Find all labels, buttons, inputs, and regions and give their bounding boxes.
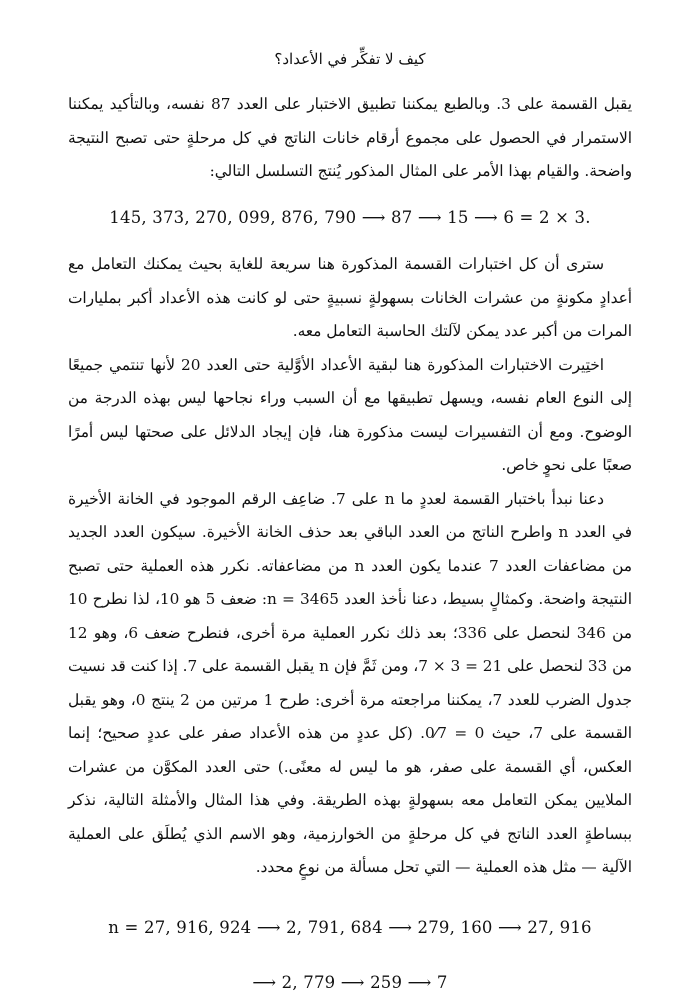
equation-digit-sum-chain: 145, 373, 270, 099, 876, 790 ⟶ 87 ⟶ 15 ⟶ 6 = 2 × 3. <box>109 207 591 227</box>
equation-div7-chain-line1: n = 27, 916, 924 ⟶ 2, 791, 684 ⟶ 279, 160 ⟶ 27, 916 <box>108 917 592 937</box>
paragraph-speed: سترى أن كل اختبارات القسمة المذكورة هنا سريعة للغاية بحيث يمكنك التعامل مع أعدادٍ مكونةٍ من عشرات الخانات بسهولةٍ نسبيةٍ حتى لو كانت هذه الأعداد أكبر بمليارات المرات من أكبر عدد يمكن لآلتك الحاسبة التعامل معه. <box>68 255 632 340</box>
paragraph-digit-sum: يقبل القسمة على 3. وبالطبع يمكننا تطبيق الاختبار على العدد 87 نفسه، وبالتأكيد يمكننا الاستمرار في الحصول على مجموع أرقام خانات الناتج في كل مرحلةٍ حتى تصبح النتيجة واضحة. والقيام بهذا الأمر على المثال المذكور يُنتج التسلسل التالي: <box>68 95 632 180</box>
running-title: كيف لا تفكِّر في الأعداد؟ <box>274 50 426 68</box>
page-body <box>68 88 632 1000</box>
equation-div7-chain-line2: ⟶ 2, 779 ⟶ 259 ⟶ 7 <box>252 973 448 992</box>
paragraph-divisibility-by-7: دعنا نبدأ باختبار القسمة لعددٍ ما n على 7. ضاعِف الرقم الموجود في الخانة الأخيرة في العدد n واطرح الناتج من العدد الباقي بعد حذف الخانة الأخيرة. سيكون العدد الجديد من مضاعفات العدد 7 عندما يكون العدد n من مضاعفاته. نكرر هذه العملية حتى تصبح النتيجة واضحة. وكمثالٍ بسيط، دعنا نأخذ العدد n = 3465: ضعف 5 هو 10، لذا نطرح 10 من 346 لنحصل على 336؛ بعد ذلك نكرر العملية مرة أخرى، فنطرح ضعف 6، وهو 12 من 33 لنحصل على 21 = 3 × 7، ومن ثَمَّ فإن n يقبل القسمة على 7. إذا كنت قد نسيت جدول الضرب للعدد 7، يمكننا مراجعته مرة أخرى: طرح 1 مرتين من 2 ينتج 0، وهو يقبل القسمة على 7، حيث 0 = 0⁄7. (كل عددٍ من هذه الأعداد صفر على عددٍ صحيح؛ إنما العكس، أي القسمة على صفر، هو ما ليس له معنًى.) حتى العدد المكوَّن من عشرات الملايين يمكن التعامل معه بسهولةٍ بهذه الطريقة. وفي هذا المثال والأمثلة التالية، نذكر ببساطةٍ العدد الناتج في كل مرحلةٍ من الخوارزمية، وهو الاسم الذي يُطلَق على العملية الآلية — مثل هذه العملية — التي تحل مسألة من نوعٍ محدد. <box>68 489 633 876</box>
paragraph-primes: اختِيرت الاختبارات المذكورة هنا لبقية الأعداد الأوَّلية حتى العدد 20 لأنها تنتمي جميعًا إلى النوع العام نفسه، ويسهل تطبيقها مع أن السبب وراء نجاحها ليس بهذه الدرجة من الوضوح. ومع أن التفسيرات ليست مذكورة هنا، فإن إيجاد الدلائل على صحتها ليس أمرًا صعبًا على نحوٍ خاص. <box>68 355 632 474</box>
